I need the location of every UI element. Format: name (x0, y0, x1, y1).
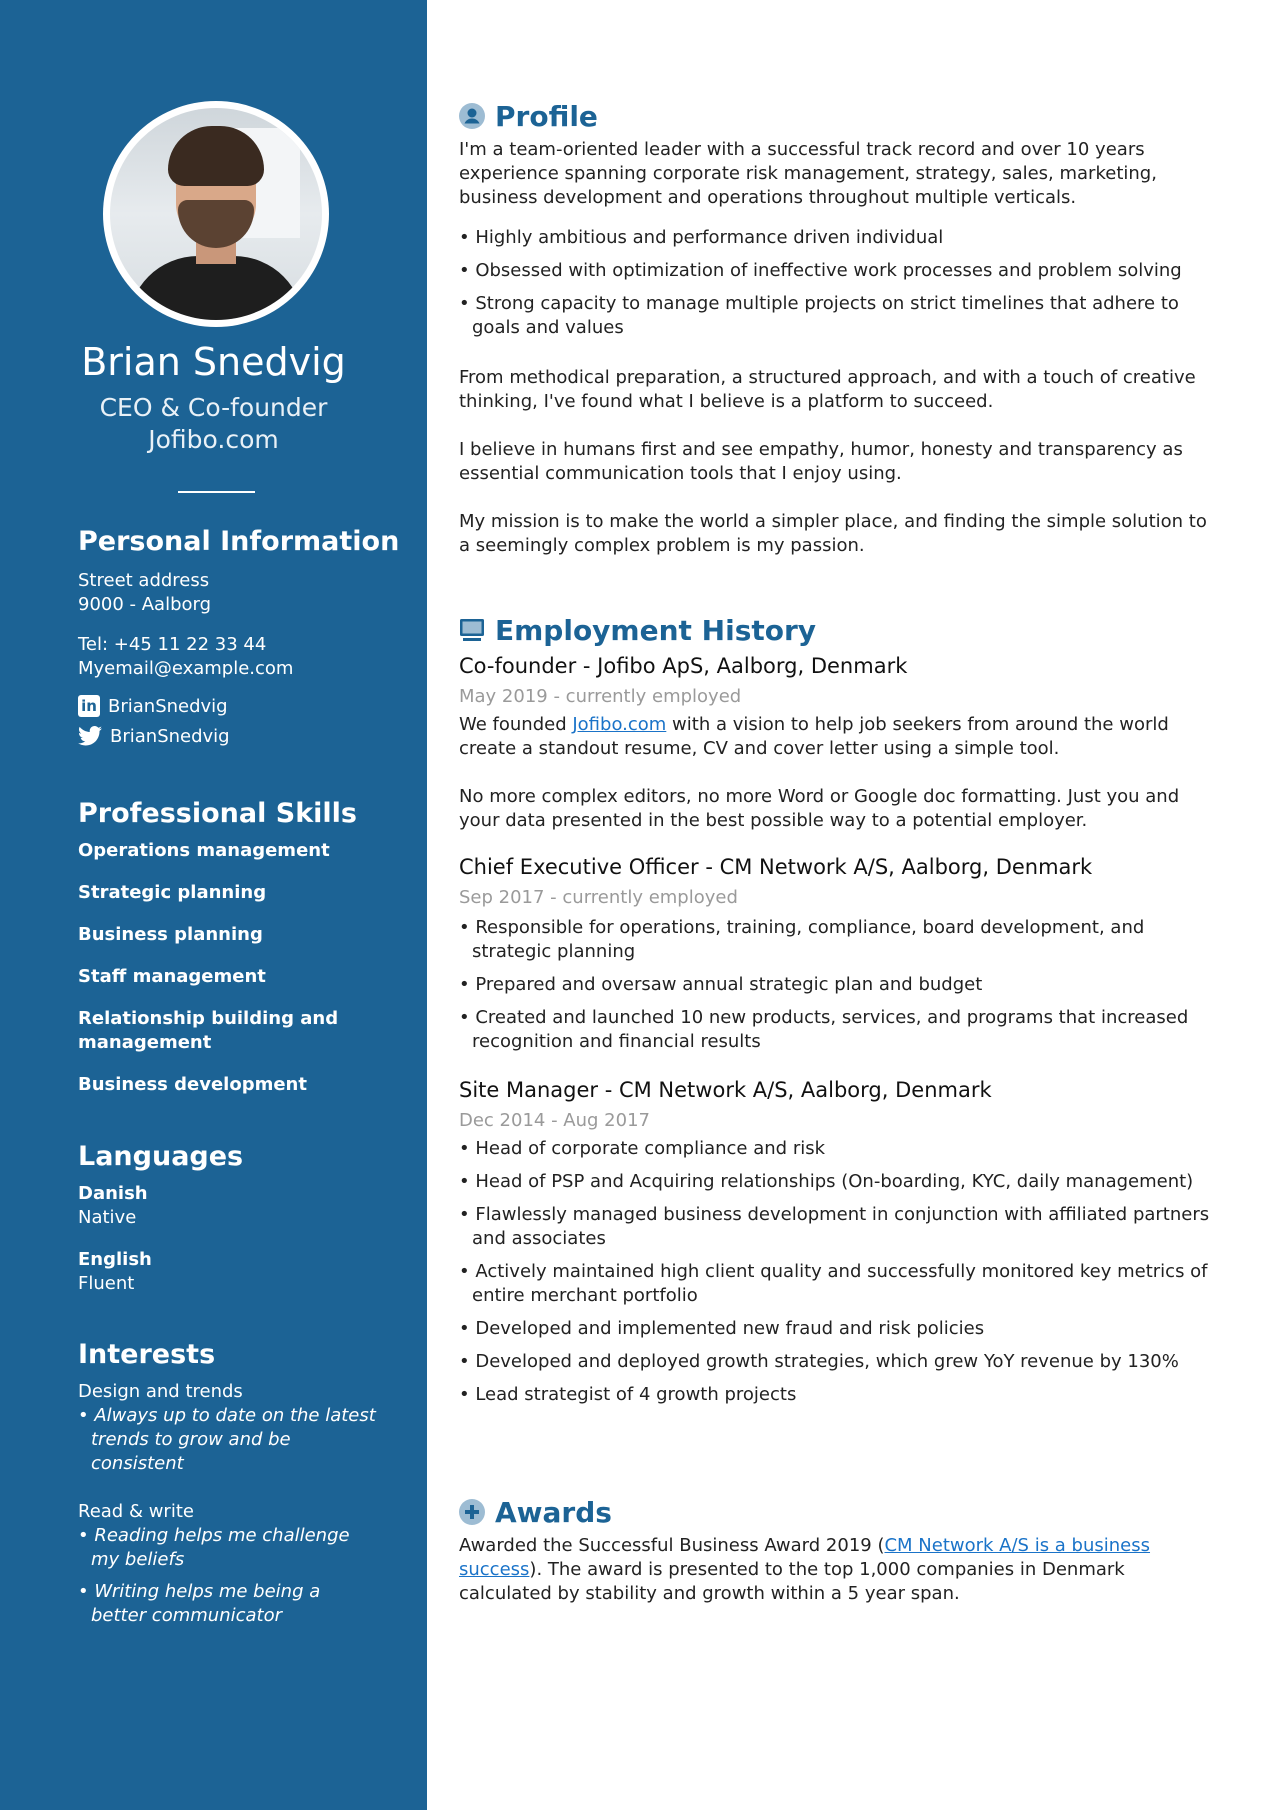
person-company: Jofibo.com (148, 425, 279, 454)
profile-heading (459, 98, 1211, 134)
linkedin-row[interactable] (78, 691, 398, 721)
city: 9000 - Aalborg (78, 594, 212, 615)
twitter-row[interactable] (78, 721, 398, 751)
list-item: • Obsessed with optimization of ineffective work processes and problem solving (459, 260, 1182, 281)
skill-item: Relationship building and management (78, 1008, 339, 1053)
list-item: • Prepared and oversaw annual strategic plan and budget (459, 974, 983, 995)
skill-item: Staff management (78, 966, 266, 987)
award-description (459, 1534, 1211, 1606)
phone: Tel: +45 11 22 33 44 (78, 634, 267, 655)
profile-photo (110, 108, 322, 320)
interest-item: Read & write (78, 1501, 194, 1522)
award-link[interactable]: CM Network A/S is a business success (459, 1535, 1151, 1580)
linkedin-icon: in (78, 695, 100, 717)
awards-heading (459, 1494, 1211, 1530)
interest-item: Design and trends (78, 1381, 243, 1402)
text-span: We founded (459, 714, 573, 735)
list-item: • Head of corporate compliance and risk (459, 1138, 826, 1159)
list-item: • Highly ambitious and performance driven individual (459, 227, 944, 248)
job-title: Site Manager - CM Network A/S, Aalborg, Denmark (459, 1078, 992, 1102)
language-level: Native (78, 1207, 137, 1228)
personal-info-heading: Personal Information (78, 526, 400, 557)
profile-paragraph: From methodical preparation, a structured approach, and with a touch of creative thinking, I've found what I believe is a platform to succeed. (459, 367, 1196, 412)
skills-section (78, 798, 398, 1097)
profile-intro: I'm a team-oriented leader with a successful track record and over 10 years experience spanning corporate risk management, strategy, sales, marketing, business development and operations throughout multiple verticals. (459, 139, 1157, 208)
email[interactable]: Myemail@example.com (78, 658, 294, 679)
awards-section (459, 1494, 1211, 1606)
twitter-icon (78, 725, 102, 747)
employment-heading-text: Employment History (495, 613, 817, 647)
job-date: May 2019 - currently employed (459, 686, 742, 707)
plus-circle-icon (459, 1499, 485, 1525)
employment-section (459, 612, 1211, 1407)
profile-section (459, 98, 1211, 558)
language-name: English (78, 1249, 152, 1270)
job-date: Sep 2017 - currently employed (459, 887, 738, 908)
computer-icon (459, 618, 485, 642)
job-description: No more complex editors, no more Word or Google doc formatting. Just you and your data presented in the best possible way to a potential employer. (459, 786, 1180, 831)
person-name: Brian Snedvig (81, 340, 346, 384)
list-item: • Strong capacity to manage multiple projects on strict timelines that adhere to goals and values (459, 293, 1179, 338)
list-item: • Responsible for operations, training, compliance, board development, and strategic planning (459, 917, 1145, 962)
job-bullets (459, 916, 1211, 1054)
job-bullets (459, 1137, 1211, 1407)
text-span: Awarded the Successful Business Award 2019 ( (459, 1535, 885, 1556)
list-item: • Lead strategist of 4 growth projects (459, 1384, 797, 1405)
profile-paragraph: I believe in humans first and see empathy, humor, honesty and transparency as essential communication tools that I enjoy using. (459, 439, 1183, 484)
skill-item: Strategic planning (78, 882, 267, 903)
profile-heading-text: Profile (495, 99, 598, 133)
job-title: Chief Executive Officer - CM Network A/S, Aalborg, Denmark (459, 855, 1093, 879)
skill-item: Business planning (78, 924, 263, 945)
languages-section (78, 1141, 398, 1296)
profile-paragraph: My mission is to make the world a simpler place, and finding the simple solution to a seemingly complex problem is my passion. (459, 511, 1207, 556)
interest-detail: • Writing helps me being a better communicator (78, 1581, 321, 1626)
linkedin-handle: BrianSnedvig (108, 695, 228, 717)
list-item: • Head of PSP and Acquiring relationships (On-boarding, KYC, daily management) (459, 1171, 1194, 1192)
languages-heading: Languages (78, 1141, 244, 1172)
employment-heading (459, 612, 1211, 648)
list-item: • Developed and deployed growth strategies, which grew YoY revenue by 130% (459, 1351, 1179, 1372)
skill-item: Business development (78, 1074, 307, 1095)
profile-photo-frame (103, 101, 329, 327)
twitter-handle: BrianSnedvig (110, 725, 230, 747)
text-span: ). The award is presented to the top 1,000 companies in Denmark calculated by stability and growth within a 5 year span. (459, 1559, 1125, 1604)
job-description (459, 713, 1211, 761)
language-level: Fluent (78, 1273, 135, 1294)
language-name: Danish (78, 1183, 148, 1204)
interest-detail: • Always up to date on the latest trends to grow and be consistent (78, 1405, 376, 1474)
interests-section (78, 1339, 378, 1628)
personal-info-section (78, 526, 398, 751)
interest-detail: • Reading helps me challenge my beliefs (78, 1525, 350, 1570)
name-divider (178, 491, 255, 493)
profile-bullets (459, 226, 1211, 340)
list-item: • Actively maintained high client quality and successfully monitored key metrics of entire merchant portfolio (459, 1261, 1208, 1306)
sidebar (0, 0, 427, 1810)
jofibo-link[interactable]: Jofibo.com (572, 714, 667, 735)
street-address: Street address (78, 570, 210, 591)
list-item: • Developed and implemented new fraud and risk policies (459, 1318, 985, 1339)
text-span: with a vision to help job seekers from around the world create a standout resume, CV and cover letter using a simple tool. (459, 714, 1169, 759)
skills-heading: Professional Skills (78, 798, 357, 829)
job-date: Dec 2014 - Aug 2017 (459, 1110, 650, 1131)
awards-heading-text: Awards (495, 1495, 612, 1529)
list-item: • Flawlessly managed business development in conjunction with affiliated partners and associates (459, 1204, 1210, 1249)
interests-heading: Interests (78, 1339, 216, 1370)
job-title: Co-founder - Jofibo ApS, Aalborg, Denmark (459, 654, 908, 678)
skill-item: Operations management (78, 840, 330, 861)
profile-icon (459, 103, 485, 129)
list-item: • Created and launched 10 new products, services, and programs that increased recognition and financial results (459, 1007, 1189, 1052)
person-title: CEO & Co-founder (99, 393, 328, 422)
